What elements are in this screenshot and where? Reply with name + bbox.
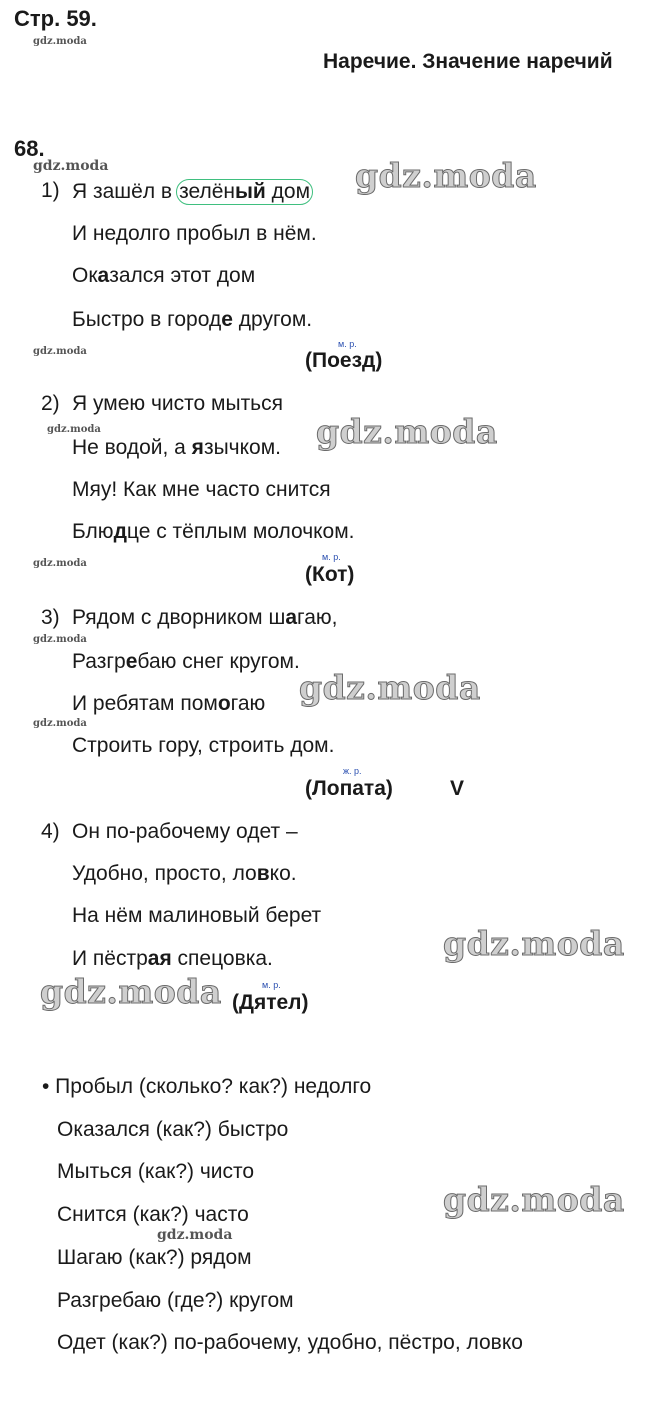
- riddle-line: И недолго пробыл в нём.: [72, 222, 317, 245]
- analysis-line: Одет (как?) по-рабочему, удобно, пёстро, ловко: [57, 1331, 523, 1354]
- check-mark: V: [450, 777, 465, 800]
- riddle-line: И пёстрая спецовка.: [72, 947, 273, 970]
- watermark-large: gdz.moda: [443, 924, 625, 963]
- riddle-line: Он по-рабочему одет –: [72, 820, 298, 843]
- watermark-small: gdz.moda: [33, 36, 87, 47]
- topic-title: Наречие. Значение наречий: [323, 50, 613, 73]
- gender-label: ж. р.: [343, 766, 362, 776]
- watermark-small: gdz.moda: [33, 558, 87, 569]
- riddle-line: Я зашёл в зелёный дом: [72, 179, 313, 205]
- exercise-number: 68.: [14, 136, 45, 161]
- analysis-line: Шагаю (как?) рядом: [57, 1246, 252, 1269]
- riddle-number: 3): [41, 606, 60, 629]
- riddle-line: Мяу! Как мне часто снится: [72, 478, 331, 501]
- analysis-line: Снится (как?) часто: [57, 1203, 249, 1226]
- analysis-line: Разгребаю (где?) кругом: [57, 1289, 294, 1312]
- riddle-number: 4): [41, 820, 60, 843]
- watermark-large: gdz.moda: [40, 972, 222, 1011]
- riddle-line: Удобно, просто, ловко.: [72, 862, 297, 885]
- gender-label: м. р.: [262, 980, 281, 990]
- page-ref: Стр. 59.: [14, 6, 97, 31]
- riddle-answer: (Поезд): [305, 349, 383, 372]
- riddle-line: Строить гору, строить дом.: [72, 734, 335, 757]
- riddle-line: Рядом с дворником шагаю,: [72, 606, 338, 629]
- watermark-large: gdz.moda: [443, 1180, 625, 1219]
- riddle-line: Оказался этот дом: [72, 264, 256, 287]
- watermark-large: gdz.moda: [299, 668, 481, 707]
- watermark-small: gdz.moda: [33, 634, 87, 645]
- gender-label: м. р.: [322, 552, 341, 562]
- circled-phrase: зелёный дом: [176, 179, 313, 205]
- watermark-large: gdz.moda: [316, 412, 498, 451]
- analysis-line: • Пробыл (сколько? как?) недолго: [42, 1075, 372, 1098]
- riddle-line: Я умею чисто мыться: [72, 392, 283, 415]
- watermark-small: gdz.moda: [47, 424, 101, 435]
- riddle-line: Быстро в городе другом.: [72, 308, 313, 331]
- gender-label: м. р.: [338, 339, 357, 349]
- watermark-small: gdz.moda: [157, 1227, 233, 1243]
- riddle-line: Разгребаю снег кругом.: [72, 650, 300, 673]
- riddle-number: 2): [41, 392, 60, 415]
- riddle-answer: (Дятел): [232, 991, 309, 1014]
- riddle-line: На нём малиновый берет: [72, 904, 322, 927]
- riddle-answer: (Лопата): [305, 777, 393, 800]
- watermark-large: gdz.moda: [355, 156, 537, 195]
- riddle-line: Не водой, а язычком.: [72, 436, 281, 459]
- riddle-line: Блюдце с тёплым молочком.: [72, 520, 355, 543]
- watermark-small: gdz.moda: [33, 346, 87, 357]
- watermark-small: gdz.moda: [33, 718, 87, 729]
- riddle-line: И ребятам помогаю: [72, 692, 266, 715]
- analysis-line: Оказался (как?) быстро: [57, 1118, 289, 1141]
- riddle-answer: (Кот): [305, 563, 355, 586]
- analysis-line: Мыться (как?) чисто: [57, 1160, 255, 1183]
- watermark-small: gdz.moda: [33, 158, 109, 174]
- riddle-number: 1): [41, 179, 60, 202]
